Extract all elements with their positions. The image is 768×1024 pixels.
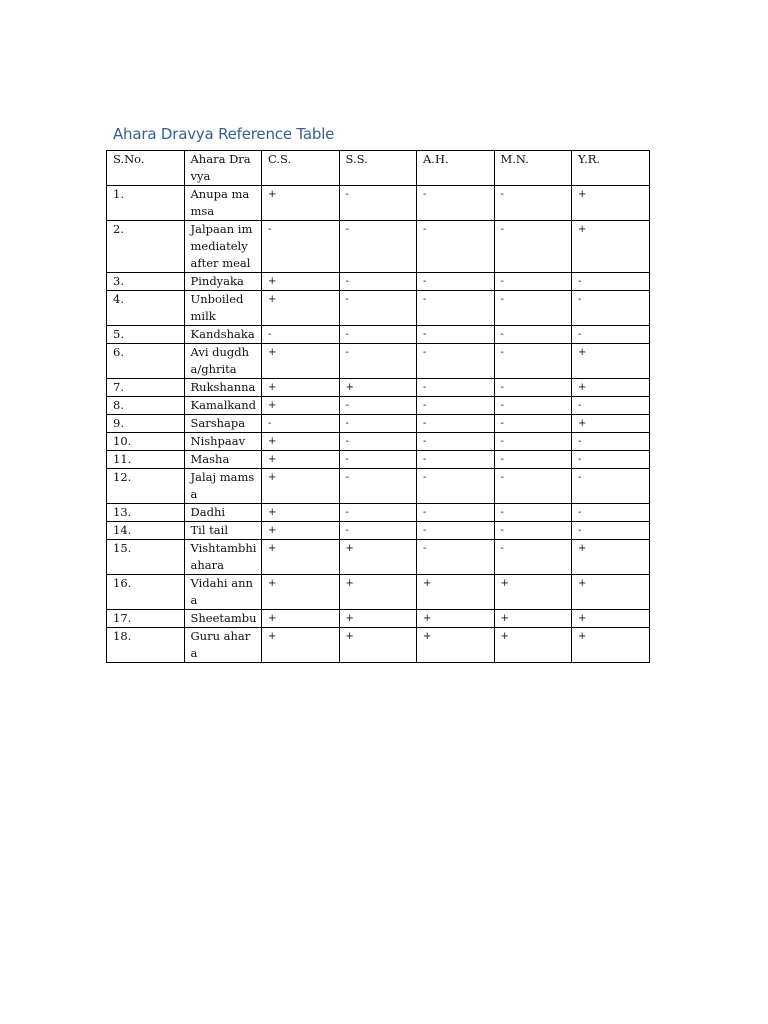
table-row [107, 379, 650, 397]
cell-mn: - [494, 326, 572, 344]
cell-yr: + [572, 575, 650, 610]
cell-sno: 4. [107, 291, 185, 326]
cell-yr: + [572, 186, 650, 221]
cell-ss: - [339, 291, 417, 326]
cell-mn: - [494, 291, 572, 326]
cell-ah: - [417, 291, 495, 326]
cell-yr: - [572, 291, 650, 326]
cell-mn: - [494, 344, 572, 379]
cell-ah: - [417, 415, 495, 433]
cell-ahara-dravya: Masha [184, 451, 262, 469]
cell-ss: + [339, 628, 417, 663]
table-row [107, 540, 650, 575]
cell-cs: + [262, 540, 340, 575]
cell-sno: 14. [107, 522, 185, 540]
cell-mn: - [494, 186, 572, 221]
header-ss: S.S. [339, 151, 417, 186]
cell-sno: 1. [107, 186, 185, 221]
cell-sno: 3. [107, 273, 185, 291]
cell-ah: - [417, 469, 495, 504]
cell-cs: + [262, 186, 340, 221]
table-row [107, 610, 650, 628]
cell-ahara-dravya: Avi dugdha/ghrita [184, 344, 262, 379]
cell-ahara-dravya: Pindyaka [184, 273, 262, 291]
table-row [107, 469, 650, 504]
cell-ahara-dravya: Rukshanna [184, 379, 262, 397]
cell-ah: - [417, 397, 495, 415]
reference-table [106, 150, 650, 663]
cell-ss: - [339, 186, 417, 221]
cell-ah: - [417, 326, 495, 344]
cell-sno: 15. [107, 540, 185, 575]
cell-sno: 13. [107, 504, 185, 522]
cell-cs: + [262, 397, 340, 415]
header-mn: M.N. [494, 151, 572, 186]
cell-cs: + [262, 291, 340, 326]
cell-cs: + [262, 522, 340, 540]
cell-ah: + [417, 610, 495, 628]
cell-sno: 16. [107, 575, 185, 610]
cell-ahara-dravya: Dadhi [184, 504, 262, 522]
table-row [107, 575, 650, 610]
cell-ss: - [339, 469, 417, 504]
cell-sno: 8. [107, 397, 185, 415]
cell-ah: + [417, 575, 495, 610]
cell-cs: + [262, 344, 340, 379]
cell-yr: - [572, 273, 650, 291]
cell-ah: - [417, 344, 495, 379]
cell-cs: - [262, 221, 340, 273]
cell-yr: - [572, 326, 650, 344]
table-row [107, 415, 650, 433]
cell-mn: + [494, 575, 572, 610]
cell-mn: + [494, 628, 572, 663]
cell-ah: - [417, 451, 495, 469]
cell-yr: + [572, 540, 650, 575]
cell-yr: - [572, 397, 650, 415]
cell-ss: - [339, 344, 417, 379]
cell-ah: - [417, 221, 495, 273]
cell-ahara-dravya: Sheetambu [184, 610, 262, 628]
cell-cs: + [262, 379, 340, 397]
cell-sno: 11. [107, 451, 185, 469]
cell-ss: + [339, 540, 417, 575]
cell-ss: - [339, 397, 417, 415]
cell-sno: 17. [107, 610, 185, 628]
cell-sno: 12. [107, 469, 185, 504]
cell-mn: - [494, 469, 572, 504]
table-header-row [107, 151, 650, 186]
cell-ah: - [417, 522, 495, 540]
cell-yr: - [572, 504, 650, 522]
table-row [107, 397, 650, 415]
table-row [107, 221, 650, 273]
cell-yr: - [572, 451, 650, 469]
cell-mn: - [494, 415, 572, 433]
header-sno: S.No. [107, 151, 185, 186]
cell-mn: - [494, 273, 572, 291]
cell-cs: - [262, 415, 340, 433]
cell-ah: - [417, 504, 495, 522]
cell-cs: + [262, 451, 340, 469]
cell-ss: + [339, 379, 417, 397]
cell-mn: - [494, 451, 572, 469]
table-row [107, 522, 650, 540]
cell-ah: - [417, 273, 495, 291]
table-row [107, 186, 650, 221]
cell-yr: - [572, 469, 650, 504]
header-ahara-dravya: Ahara Dravya [184, 151, 262, 186]
cell-yr: + [572, 344, 650, 379]
cell-mn: - [494, 397, 572, 415]
header-ah: A.H. [417, 151, 495, 186]
cell-yr: - [572, 522, 650, 540]
cell-cs: + [262, 575, 340, 610]
cell-ah: - [417, 379, 495, 397]
header-yr: Y.R. [572, 151, 650, 186]
cell-ss: - [339, 415, 417, 433]
cell-mn: + [494, 610, 572, 628]
cell-sno: 9. [107, 415, 185, 433]
cell-ahara-dravya: Vidahi anna [184, 575, 262, 610]
table-row [107, 451, 650, 469]
cell-sno: 10. [107, 433, 185, 451]
cell-ss: - [339, 433, 417, 451]
cell-ahara-dravya: Jalpaan immediately after meal [184, 221, 262, 273]
cell-ah: + [417, 628, 495, 663]
cell-ah: - [417, 433, 495, 451]
cell-ahara-dravya: Sarshapa [184, 415, 262, 433]
table-row [107, 344, 650, 379]
cell-ss: + [339, 610, 417, 628]
cell-mn: - [494, 504, 572, 522]
cell-ss: + [339, 575, 417, 610]
table-row [107, 628, 650, 663]
cell-ahara-dravya: Kandshaka [184, 326, 262, 344]
cell-ahara-dravya: Kamalkand [184, 397, 262, 415]
table-body [107, 186, 650, 663]
cell-ss: - [339, 273, 417, 291]
cell-cs: + [262, 469, 340, 504]
cell-yr: + [572, 415, 650, 433]
cell-yr: - [572, 433, 650, 451]
cell-cs: + [262, 433, 340, 451]
cell-yr: + [572, 379, 650, 397]
cell-ss: - [339, 522, 417, 540]
table-row [107, 433, 650, 451]
cell-sno: 7. [107, 379, 185, 397]
cell-mn: - [494, 522, 572, 540]
cell-ss: - [339, 221, 417, 273]
cell-yr: + [572, 628, 650, 663]
cell-sno: 18. [107, 628, 185, 663]
cell-sno: 2. [107, 221, 185, 273]
cell-ah: - [417, 186, 495, 221]
cell-mn: - [494, 379, 572, 397]
table-row [107, 273, 650, 291]
cell-yr: + [572, 610, 650, 628]
table-row [107, 291, 650, 326]
cell-cs: + [262, 628, 340, 663]
cell-yr: + [572, 221, 650, 273]
cell-ahara-dravya: Vishtambhi ahara [184, 540, 262, 575]
cell-cs: - [262, 326, 340, 344]
cell-ahara-dravya: Nishpaav [184, 433, 262, 451]
cell-ss: - [339, 326, 417, 344]
cell-ahara-dravya: Anupa mamsa [184, 186, 262, 221]
cell-sno: 6. [107, 344, 185, 379]
cell-mn: - [494, 540, 572, 575]
header-cs: C.S. [262, 151, 340, 186]
cell-mn: - [494, 433, 572, 451]
cell-ah: - [417, 540, 495, 575]
cell-ahara-dravya: Unboiled milk [184, 291, 262, 326]
cell-ss: - [339, 504, 417, 522]
cell-ahara-dravya: Guru ahara [184, 628, 262, 663]
cell-cs: + [262, 273, 340, 291]
cell-cs: + [262, 610, 340, 628]
page-title: Ahara Dravya Reference Table [113, 125, 335, 143]
table-row [107, 504, 650, 522]
table-row [107, 326, 650, 344]
cell-cs: + [262, 504, 340, 522]
cell-sno: 5. [107, 326, 185, 344]
cell-ahara-dravya: Til tail [184, 522, 262, 540]
cell-mn: - [494, 221, 572, 273]
cell-ss: - [339, 451, 417, 469]
cell-ahara-dravya: Jalaj mamsa [184, 469, 262, 504]
